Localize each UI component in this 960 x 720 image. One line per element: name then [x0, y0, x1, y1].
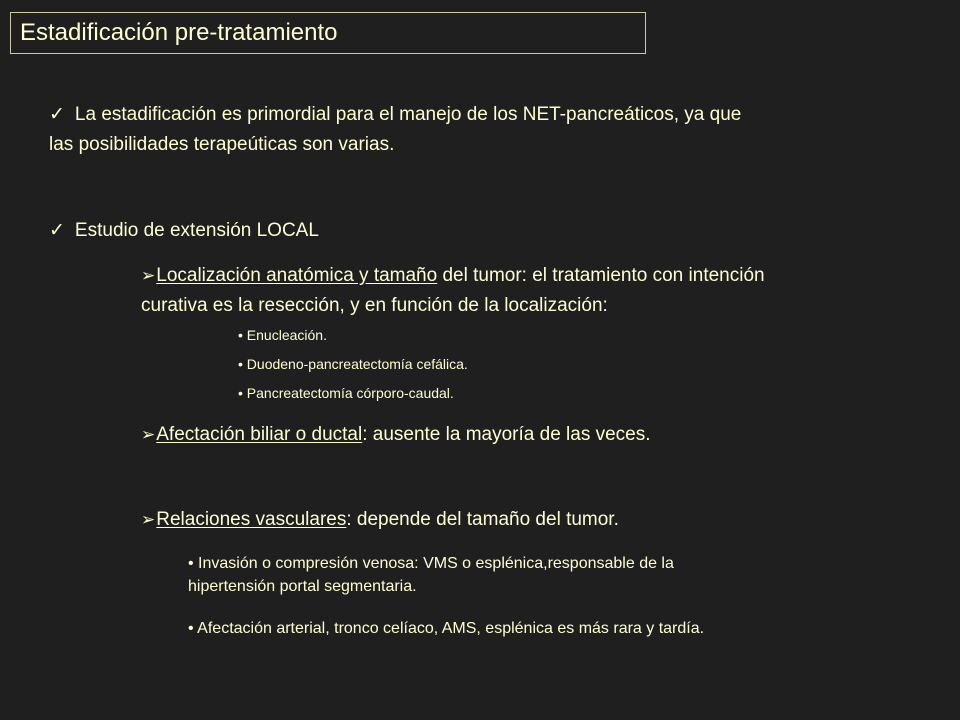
- slide-title: Estadificación pre-tratamiento: [20, 19, 338, 46]
- biliary-label: Afectación biliar o ductal: [156, 424, 363, 445]
- check-icon: ✓: [49, 104, 65, 125]
- intro-line-2: las posibilidades terapeúticas son varias.: [49, 134, 395, 155]
- arrow-bullet-icon: ➢: [141, 266, 156, 285]
- dot-bullet-icon: •: [188, 620, 198, 637]
- arrow-bullet-icon: ➢: [141, 510, 156, 529]
- arrow-bullet-icon: ➢: [141, 425, 156, 444]
- intro-line-1: ✓ La estadificación es primordial para el manejo de los NET-pancreáticos, ya que: [49, 100, 929, 130]
- local-item-biliary: ➢Afectación biliar o ductal: ausente la mayoría de las veces.: [141, 424, 651, 445]
- dot-bullet-icon: •: [238, 356, 247, 372]
- location-label: Localización anatómica y tamaño: [156, 265, 438, 286]
- intro-paragraph: [49, 100, 929, 160]
- vascular-label: Relaciones vasculares: [156, 509, 347, 530]
- dot-bullet-icon: •: [188, 555, 199, 572]
- venous-line-2: hipertensión portal segmentaria.: [188, 578, 417, 595]
- dot-bullet-icon: •: [238, 327, 247, 343]
- local-heading: ✓ Estudio de extensión LOCAL: [49, 216, 319, 246]
- location-line-2: curativa es la resección, y en función de la localización:: [141, 295, 608, 316]
- dot-bullet-icon: •: [238, 385, 247, 401]
- check-icon: ✓: [49, 220, 65, 241]
- local-item-location: [141, 261, 941, 321]
- vascular-sub-arterial: • Afectación arterial, tronco celíaco, AMS, esplénica es más rara y tardía.: [188, 620, 705, 637]
- local-item-vascular: ➢Relaciones vasculares: depende del tamaño del tumor.: [141, 509, 619, 530]
- list-item: • Pancreatectomía córporo-caudal.: [238, 385, 454, 401]
- slide-title-box: [10, 12, 646, 54]
- venous-line-1: • Invasión o compresión venosa: VMS o esplénica,responsable de la: [188, 555, 674, 572]
- list-item: • Duodeno-pancreatectomía cefálica.: [238, 356, 468, 372]
- list-item: • Enucleación.: [238, 327, 327, 343]
- vascular-sub-venous: [188, 552, 928, 598]
- location-line-1: ➢Localización anatómica y tamaño del tumor: el tratamiento con intención: [141, 265, 765, 286]
